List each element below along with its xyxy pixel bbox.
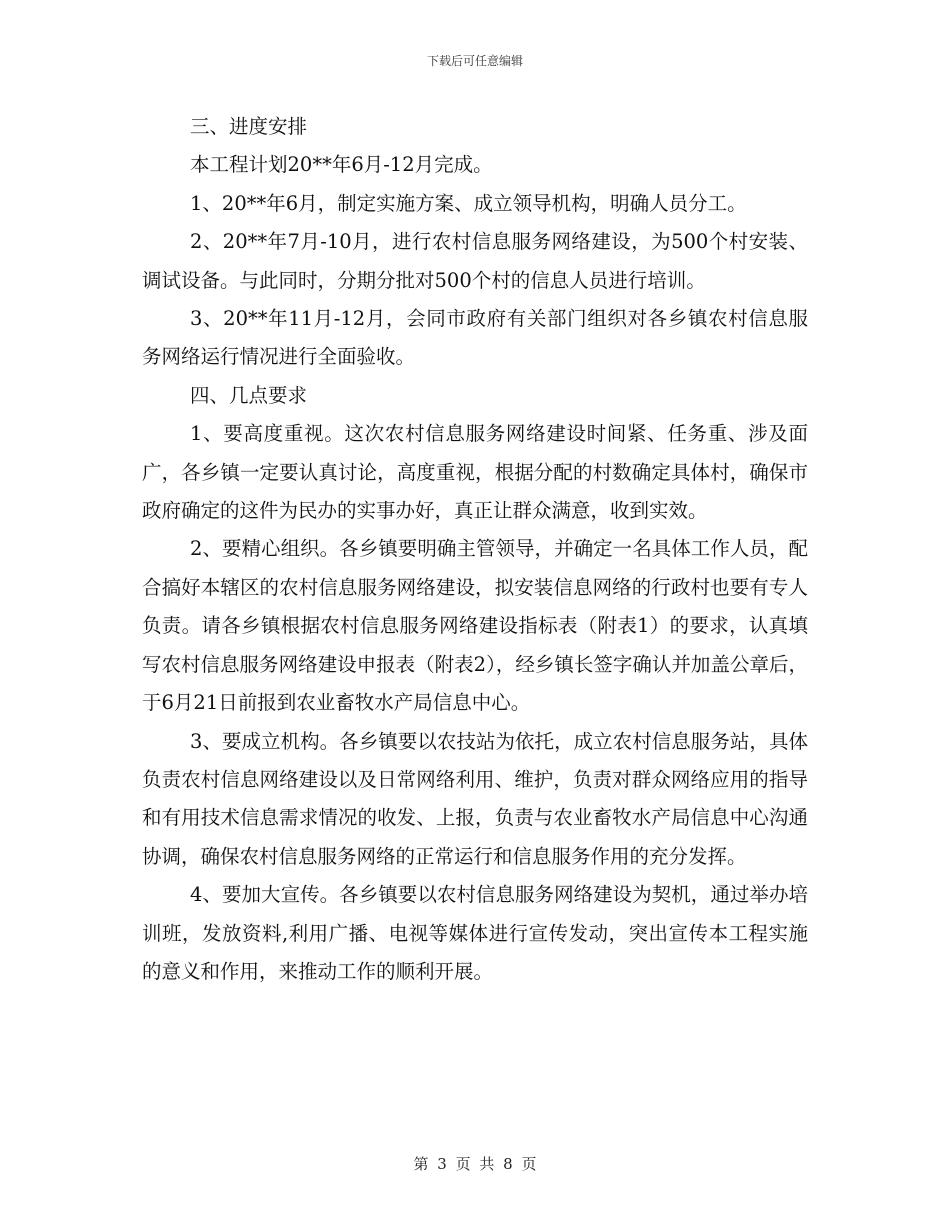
section4-item-1: 1、要高度重视。这次农村信息服务网络建设时间紧、任务重、涉及面广，各乡镇一定要认真讨论，高度重视，根据分配的村数确定具体村，确保市政府确定的这件为民办的实事办好，真正让群众满意，收到实效。 <box>142 422 808 523</box>
document-body <box>142 108 808 991</box>
section4-heading: 四、几点要求 <box>190 383 308 407</box>
section3-heading: 三、进度安排 <box>190 115 308 138</box>
section3-item-1: 1、20**年6月，制定实施方案、成立领导机构，明确人员分工。 <box>190 191 747 215</box>
section3-item-3: 3、20**年11月-12月，会同市政府有关部门组织对各乡镇农村信息服务网络运行情况进行全面验收。 <box>142 307 808 369</box>
page-number-footer: 第 3 页 共 8 页 <box>413 1155 537 1173</box>
section4-item-3: 3、要成立机构。各乡镇要以农技站为依托，成立农村信息服务站，具体负责农村信息网络建设以及日常网络利用、维护，负责对群众网络应用的指导和有用技术信息需求情况的收发、上报，负责与农业畜牧水产局信息中心沟通协调，确保农村信息服务网络的正常运行和信息服务作用的充分发挥。 <box>142 729 808 868</box>
section3-item-2: 2、20**年7月-10月，进行农村信息服务网络建设，为500个村安装、调试设备。与此同时，分期分批对500个村的信息人员进行培训。 <box>142 230 808 292</box>
page-header-note: 下载后可任意编辑 <box>426 54 523 68</box>
section3-intro: 本工程计划20**年6月-12月完成。 <box>190 153 493 177</box>
section4-item-4: 4、要加大宣传。各乡镇要以农村信息服务网络建设为契机，通过举办培训班，发放资料,利用广播、电视等媒体进行宣传发动，突出宣传本工程实施的意义和作用，来推动工作的顺利开展。 <box>142 883 808 983</box>
section4-item-2: 2、要精心组织。各乡镇要明确主管领导，并确定一名具体工作人员，配合搞好本辖区的农村信息服务网络建设，拟安装信息网络的行政村也要有专人负责。请各乡镇根据农村信息服务网络建设指标表（附表1）的要求，认真填写农村信息服务网络建设申报表（附表2），经乡镇长签字确认并加盖公章后，于6月21日前报到农业畜牧水产局信息中心。 <box>142 537 808 715</box>
